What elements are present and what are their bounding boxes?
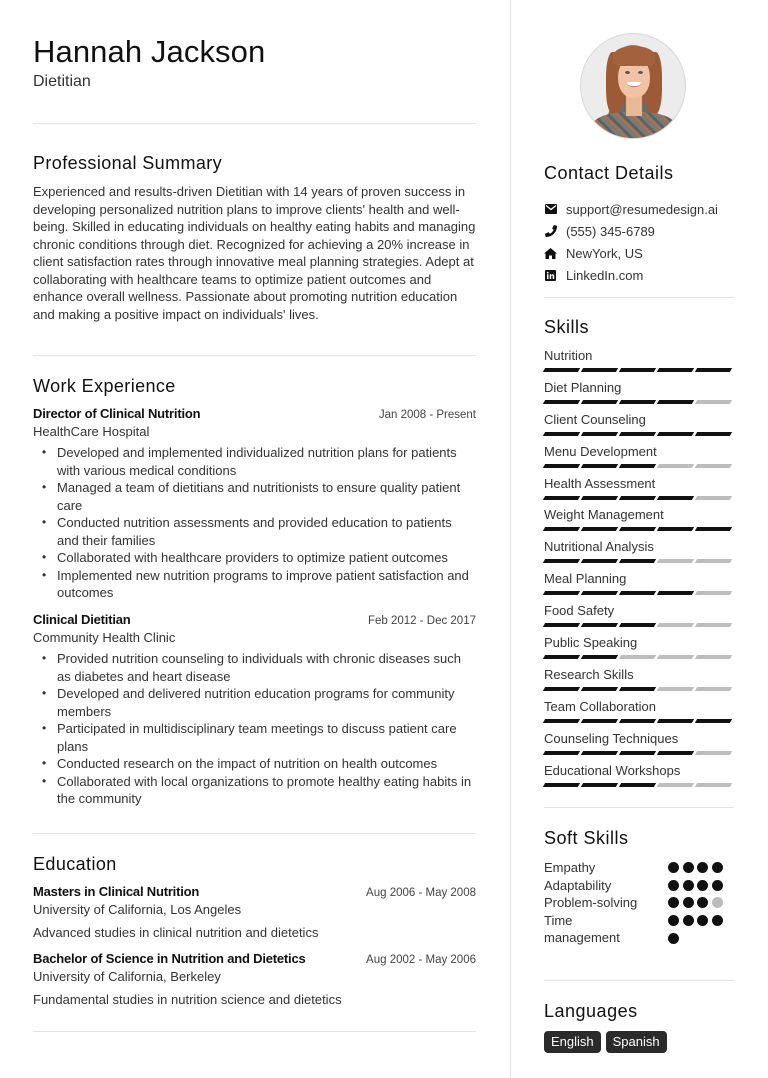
skill-level-segment [581,400,618,404]
soft-skills-heading: Soft Skills [544,828,629,848]
skill-level-bar [544,464,734,468]
bullet-item: • Developed and implemented individualized nutrition plans for patients with various medical conditions [57,444,476,479]
home-icon [544,247,557,260]
languages-heading: Languages [544,1001,638,1021]
skill-level-segment [619,591,656,595]
degree: Masters in Clinical Nutrition [33,884,200,899]
location-text: NewYork, US [566,245,643,261]
skill-level-segment [657,751,694,755]
skill-name: Research Skills [544,666,634,682]
soft-skill-name: Adaptability [544,877,612,893]
candidate-title: Dietitian [33,73,91,90]
education-description: Fundamental studies in nutrition science and dietetics [33,992,342,1007]
school: University of California, Los Angeles [33,902,242,917]
skill-level-segment [619,496,656,500]
skill-level-segment [543,655,580,659]
skill-item [544,667,734,699]
skill-level-segment [543,591,580,595]
skill-item [544,507,734,539]
skill-item [544,571,734,603]
degree: Bachelor of Science in Nutrition and Dietetics [33,951,306,966]
soft-skills-list [544,859,734,947]
skill-level-segment [581,719,618,723]
skill-level-segment [657,400,694,404]
job-entry [33,612,476,808]
divider [33,355,476,356]
skill-level-segment [619,751,656,755]
skill-level-segment [619,687,656,691]
languages-list [544,1031,667,1053]
skill-level-segment [543,400,580,404]
language-badge: Spanish [606,1031,667,1053]
skill-item [544,539,734,571]
skill-item [544,412,734,444]
skill-level-segment [581,432,618,436]
skill-level-segment [581,687,618,691]
skill-level-segment [695,368,732,372]
contact-heading: Contact Details [544,163,674,183]
soft-skill-item [544,912,734,947]
bullet-item: • Collaborated with local organizations to promote healthy eating habits in the community [57,773,476,808]
job-dates: Feb 2012 - Dec 2017 [367,615,476,627]
education-dates: Aug 2002 - May 2006 [366,954,476,966]
skill-level-segment [657,464,694,468]
skill-name: Food Safety [544,603,615,619]
rating-dot [668,915,679,926]
skill-level-segment [581,496,618,500]
divider [544,980,734,981]
skill-level-bar [544,432,734,436]
soft-skill-rating [668,894,724,911]
rating-dot [683,880,694,891]
contact-location [544,242,718,264]
divider [33,123,476,124]
skill-level-segment [543,527,580,531]
skill-level-segment [619,432,656,436]
contact-phone[interactable] [544,220,718,242]
skills-list [544,348,734,794]
skill-level-bar [544,687,734,691]
skill-item [544,476,734,508]
skill-level-bar [544,400,734,404]
skill-level-bar [544,368,734,372]
skill-level-bar [544,591,734,595]
skill-level-segment [657,719,694,723]
education-entry [33,884,476,940]
skill-name: Weight Management [544,507,664,523]
job-bullets [33,444,476,602]
skill-level-segment [695,432,732,436]
skill-level-segment [543,623,580,627]
skill-level-segment [543,783,580,787]
education-description: Advanced studies in clinical nutrition and dietetics [33,925,319,940]
skill-level-bar [544,559,734,563]
rating-dot [712,915,723,926]
skill-level-bar [544,655,734,659]
skill-level-segment [695,623,732,627]
skill-level-segment [657,527,694,531]
rating-dot [697,897,708,908]
skill-level-bar [544,623,734,627]
skill-level-segment [543,496,580,500]
education-entry [33,951,476,1007]
soft-skill-item [544,894,734,912]
skill-level-segment [695,559,732,563]
skill-level-segment [695,496,732,500]
job-bullets [33,650,476,808]
skill-level-bar [544,719,734,723]
skill-level-segment [695,783,732,787]
skill-level-segment [619,719,656,723]
rating-dot [712,897,723,908]
skill-level-segment [657,687,694,691]
skill-level-segment [581,464,618,468]
job-dates: Jan 2008 - Present [378,409,476,421]
rating-dot [712,862,723,873]
job-org: HealthCare Hospital [33,424,150,439]
bullet-item: • Conducted research on the impact of nutrition on health outcomes [57,755,476,773]
rating-dot [712,880,723,891]
skill-level-segment [619,464,656,468]
skill-name: Counseling Techniques [544,730,679,746]
phone-text: (555) 345-6789 [566,223,655,239]
education-heading: Education [33,854,117,874]
experience-heading: Work Experience [33,376,176,396]
skill-level-segment [657,432,694,436]
skill-level-segment [543,368,580,372]
skill-level-segment [619,655,656,659]
rating-dot [683,915,694,926]
bullet-item: • Implemented new nutrition programs to improve patient satisfaction and outcomes [57,567,476,602]
skill-level-segment [543,719,580,723]
skill-level-segment [619,527,656,531]
skill-level-segment [695,687,732,691]
skill-name: Team Collaboration [544,698,657,714]
contact-list [544,198,718,286]
profile-photo [580,33,686,139]
linkedin-icon [544,269,557,282]
summary-heading: Professional Summary [33,153,223,173]
skill-level-segment [657,591,694,595]
soft-skill-name: Empathy [544,860,596,875]
skill-level-segment [543,687,580,691]
skill-level-segment [657,783,694,787]
skill-item [544,380,734,412]
skill-level-segment [619,623,656,627]
skill-level-bar [544,783,734,787]
skill-name: Health Assessment [544,475,656,491]
skill-level-segment [543,751,580,755]
skill-level-bar [544,527,734,531]
skill-level-segment [695,527,732,531]
divider [33,833,476,834]
skill-level-segment [581,559,618,563]
skill-item [544,699,734,731]
language-badge: English [544,1031,601,1053]
contact-email[interactable] [544,198,718,220]
rating-dot [697,915,708,926]
skill-level-segment [581,655,618,659]
skill-level-segment [581,527,618,531]
skill-level-segment [543,464,580,468]
rating-dot [668,862,679,873]
skill-item [544,444,734,476]
skill-name: Nutrition [544,348,593,363]
skill-level-segment [619,368,656,372]
skill-level-segment [695,464,732,468]
skill-level-segment [657,623,694,627]
soft-skill-name: Time management [544,912,620,945]
skill-name: Menu Development [544,443,657,459]
skill-level-segment [581,591,618,595]
skill-level-segment [581,783,618,787]
bullet-item: • Collaborated with healthcare providers to optimize patient outcomes [57,549,476,567]
skill-level-segment [657,655,694,659]
skill-level-segment [543,559,580,563]
rating-dot [683,862,694,873]
envelope-icon [544,203,557,216]
divider [33,1031,476,1032]
skill-name: Educational Workshops [544,762,681,778]
school: University of California, Berkeley [33,969,221,984]
divider [544,297,734,298]
skill-level-segment [619,559,656,563]
rating-dot [697,880,708,891]
soft-skill-name: Problem-solving [544,895,638,910]
skill-name: Meal Planning [544,571,627,587]
skill-name: Diet Planning [544,379,622,395]
skill-level-segment [695,400,732,404]
bullet-item: • Conducted nutrition assessments and provided education to patients and their families [57,514,476,549]
contact-linkedin[interactable] [544,264,718,286]
summary-text: Experienced and results-driven Dietitian with 14 years of proven success in developing personalized nutrition plans to improve clients' health and well-being. Skilled in educating individuals on healthy eating habits and managing chronic conditions through diet. Recognized for achieving a 20% increase in client satisfaction rates through innovative meal planning strategies. Adept at collaborating with healthcare teams to optimize patient outcomes and enhance overall wellness. Passionate about promoting nutrition education and making a positive impact on individuals' lives. [33,184,476,322]
email-text: support@resumedesign.ai [566,201,718,217]
column-divider [510,0,511,1078]
soft-skill-rating [668,912,724,929]
skill-level-segment [695,655,732,659]
skill-level-segment [695,719,732,723]
skill-name: Nutritional Analysis [544,539,654,555]
soft-skill-rating [668,877,724,894]
job-role: Clinical Dietitian [33,612,131,627]
rating-dot [668,897,679,908]
skill-level-segment [581,623,618,627]
candidate-name: Hannah Jackson [33,34,266,69]
job-role: Director of Clinical Nutrition [33,406,201,421]
job-org: Community Health Clinic [33,630,176,645]
linkedin-text: LinkedIn.com [566,267,644,283]
skill-level-segment [619,400,656,404]
rating-dot [683,897,694,908]
rating-dot [697,862,708,873]
soft-skill-rating [668,859,724,876]
divider [544,807,734,808]
soft-skill-item [544,877,734,895]
skill-level-segment [657,496,694,500]
job-entry [33,406,476,602]
rating-dot [668,933,679,944]
soft-skill-item [544,859,734,877]
bullet-item: • Participated in multidisciplinary team meetings to discuss patient care plans [57,720,476,755]
skill-level-segment [695,591,732,595]
skill-level-segment [543,432,580,436]
bullet-item: • Developed and delivered nutrition education programs for community members [57,685,476,720]
skill-level-segment [657,368,694,372]
skill-level-bar [544,496,734,500]
skill-item [544,635,734,667]
skill-level-segment [581,751,618,755]
education-dates: Aug 2006 - May 2008 [366,887,476,899]
skills-heading: Skills [544,317,590,337]
skill-name: Public Speaking [544,635,638,651]
rating-dot [668,880,679,891]
bullet-item: • Managed a team of dietitians and nutritionists to ensure quality patient care [57,479,476,514]
skill-level-segment [619,783,656,787]
skill-item [544,603,734,635]
skill-level-segment [695,751,732,755]
skill-item [544,763,734,795]
skill-item [544,731,734,763]
skill-name: Client Counseling [544,411,646,427]
skill-level-segment [581,368,618,372]
bullet-item: • Provided nutrition counseling to individuals with chronic diseases such as diabetes and heart disease [57,650,476,685]
skill-level-segment [657,559,694,563]
skill-item [544,348,734,380]
skill-level-bar [544,751,734,755]
phone-icon [544,225,557,238]
